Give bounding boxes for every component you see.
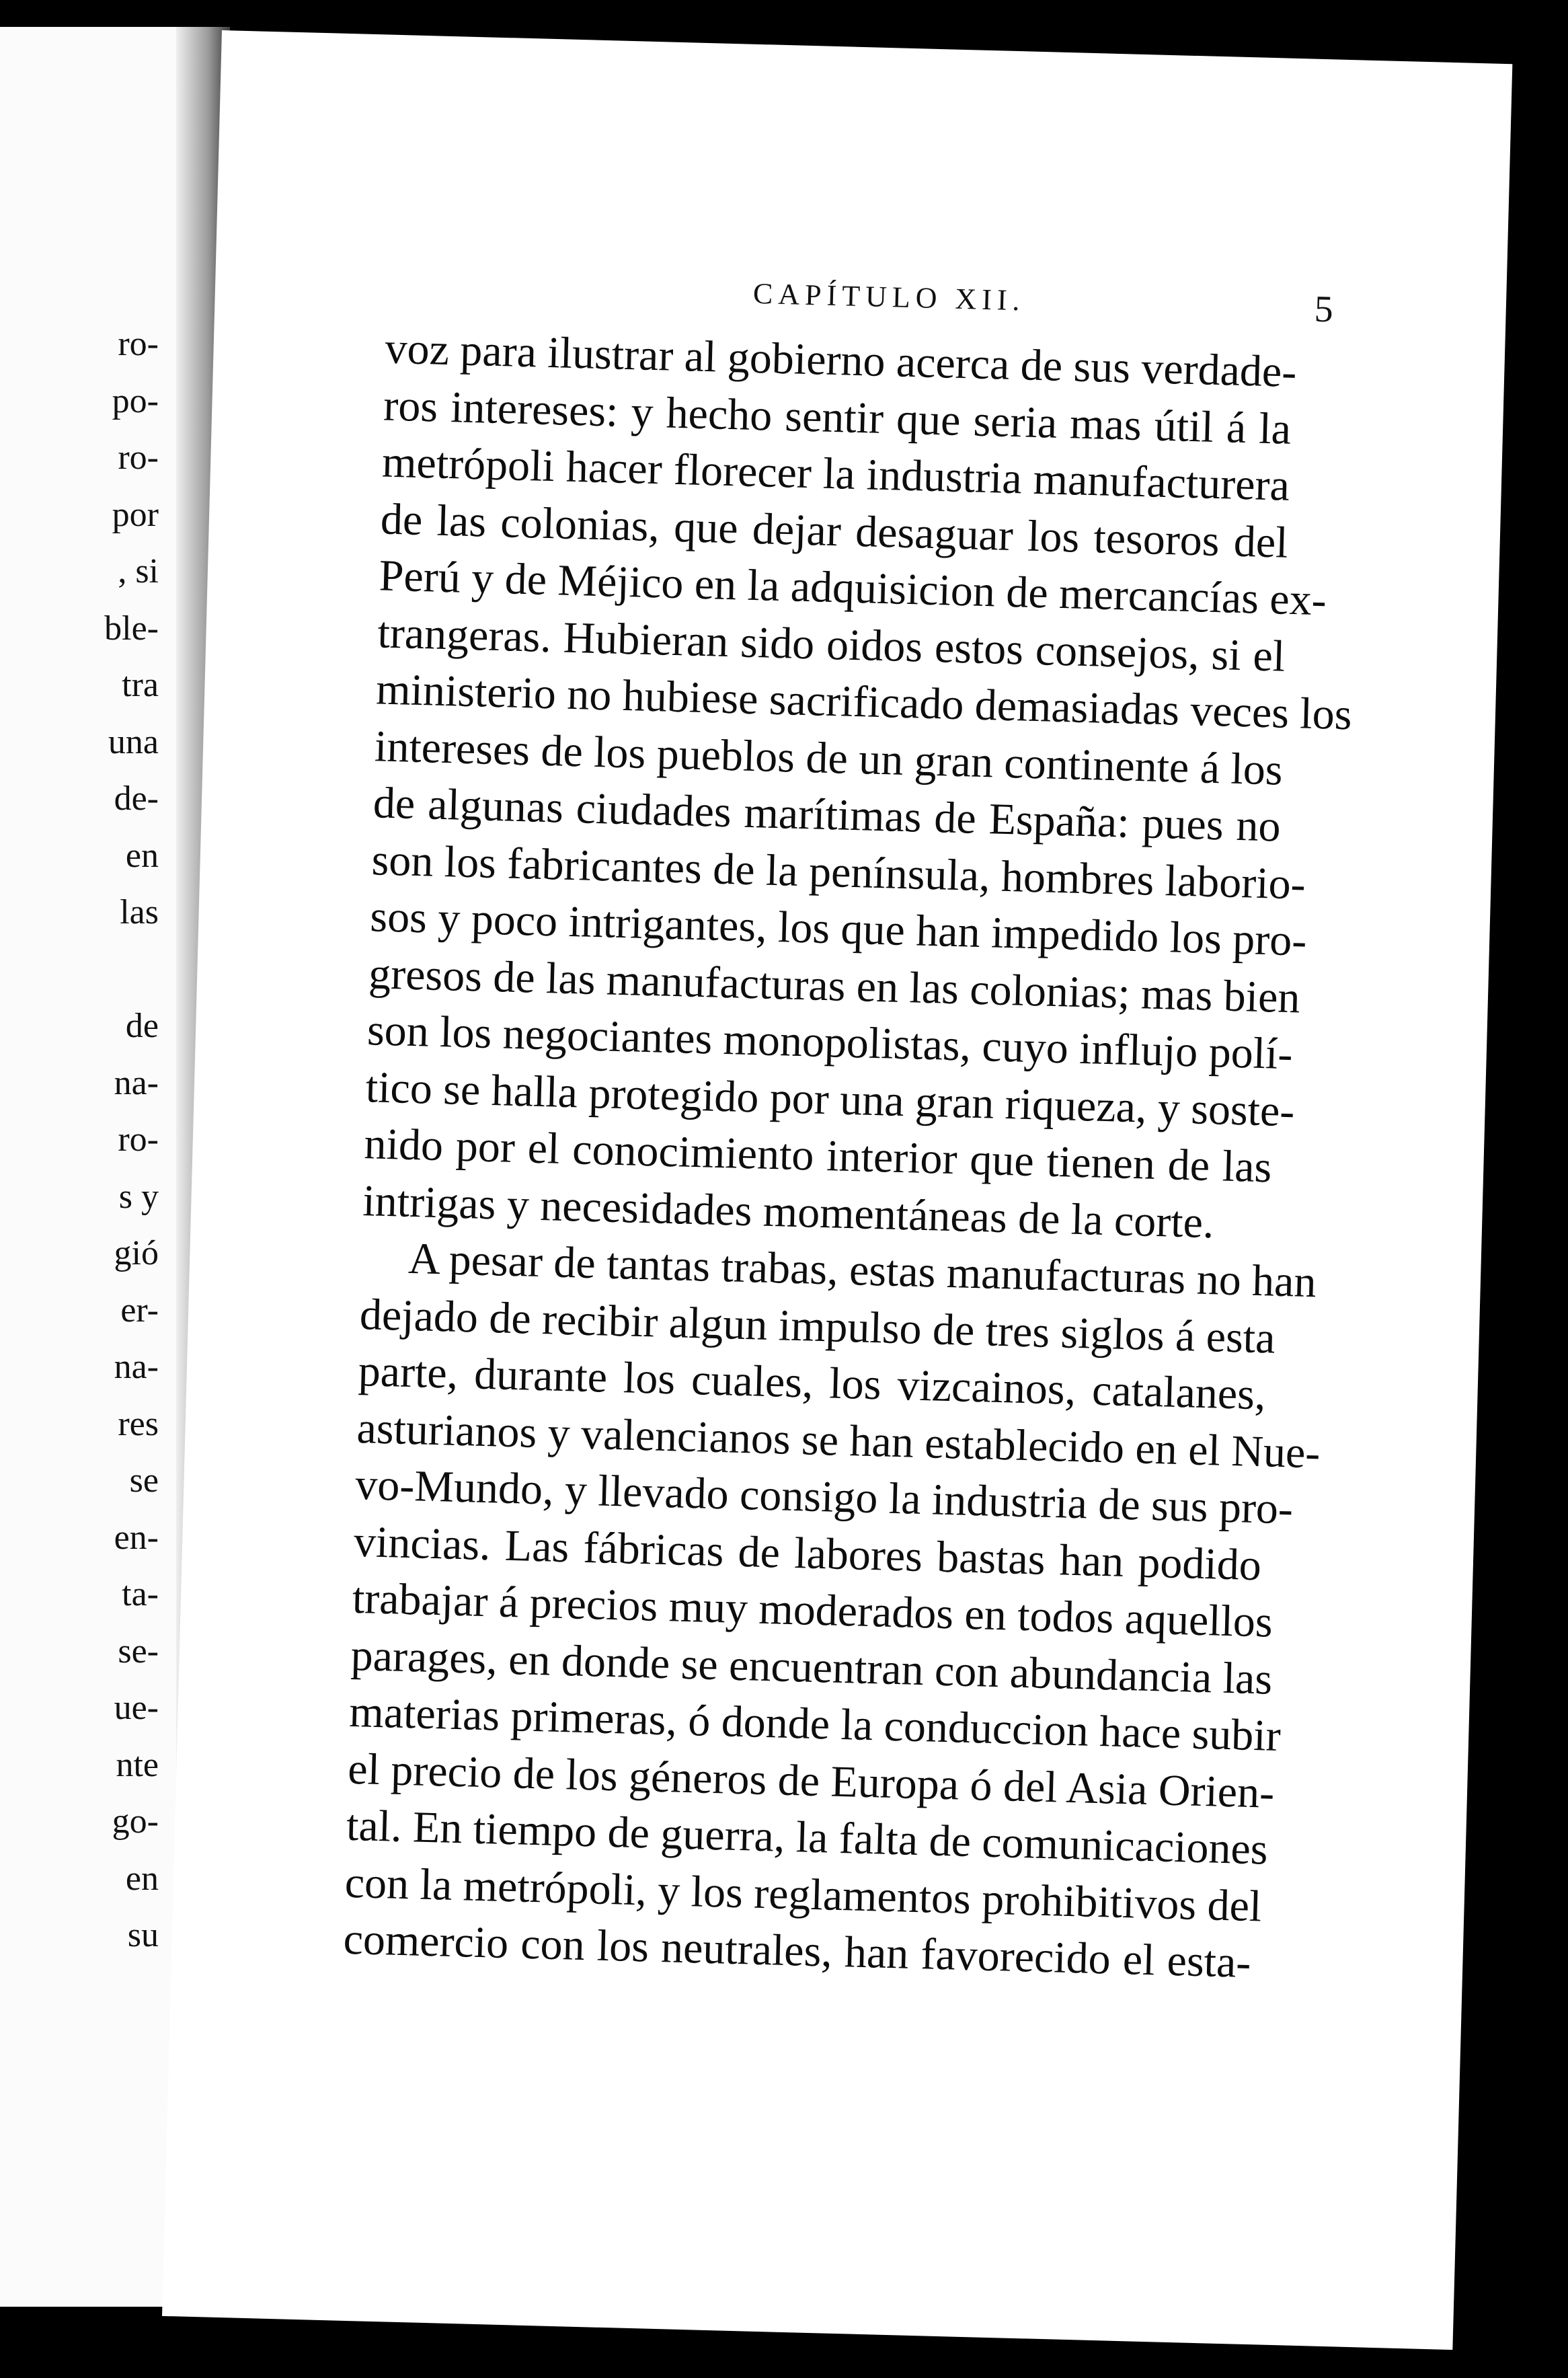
right-page [162,30,1512,2350]
left-line: go- [112,1802,159,1841]
text-line: metrópoli hacer florecer la industria manufacturera [381,437,1290,510]
left-line: por [112,495,159,534]
left-line: ro- [118,438,159,477]
left-line: en- [114,1518,159,1557]
left-line: ro- [118,325,159,363]
left-line: po- [112,381,159,420]
left-line: tra [122,666,159,704]
text-line: ros intereses: y hecho sentir que seria mas útil á la [383,380,1292,454]
text-line: el precio de los géneros de Europa ó del Asia Orien- [347,1744,1276,1818]
text-line: son los fabricantes de la península, hombres laborio- [370,835,1306,909]
page-number: 5 [1313,288,1334,331]
left-page-line-endings [0,316,168,1964]
left-page-fragment [0,27,195,2307]
text-line: tal. En tiempo de guerra, la falta de comunicaciones [346,1800,1269,1874]
running-head: CAPÍTULO XII. [752,276,1026,317]
scan-edge-shadow [1513,0,1568,2378]
text-line: sos y poco intrigantes, los que han impedido los pro- [369,892,1308,966]
text-line: trabajar á precios muy moderados en todos aquellos [352,1573,1273,1647]
text-line: de las colonias, que dejar desaguar los tesoros del [380,494,1289,568]
left-line: nte [116,1745,159,1784]
left-line: se [129,1461,159,1500]
text-line-paragraph-start: A pesar de tantas trabas, estas manufacturas no han [407,1233,1317,1307]
text-line: dejado de recibir algun impulso de tres siglos á esta [359,1289,1276,1363]
left-line: las [120,893,159,931]
left-line: s y [118,1177,159,1216]
left-line: de [125,1007,159,1045]
text-line: con la metrópoli, y los reglamentos prohibitivos del [344,1857,1263,1931]
text-line: tico se halla protegido por una gran riqueza, y soste- [364,1062,1296,1136]
body-text [342,321,1353,1992]
left-line: en [125,836,159,875]
left-line: ro- [118,1120,159,1159]
text-line: voz para ilustrar al gobierno acerca de sus verdade- [384,323,1298,397]
text-line: materias primeras, ó donde la conduccion hace subir [348,1687,1282,1761]
text-line: gresos de las manufacturas en las colonias; mas bien [368,948,1301,1022]
text-line: de algunas ciudades marítimas de España: pues no [373,778,1282,851]
text-line: ministerio no hubiese sacrificado demasiadas veces los [375,664,1353,740]
left-line: ue- [114,1689,159,1727]
text-line: comercio con los neutrales, han favorecido el esta- [342,1914,1252,1988]
left-line: en [125,1859,159,1898]
text-line: asturianos y valencianos se han establecido en el Nue- [356,1403,1321,1478]
left-line: se- [118,1632,159,1671]
left-line: gió [114,1234,159,1272]
left-line: su [127,1916,159,1954]
left-line: er- [120,1291,159,1330]
left-line: na- [114,1348,159,1386]
left-line: ble- [104,609,159,648]
text-line: intrigas y necesidades momentáneas de la corte. [362,1176,1215,1248]
left-line: res [118,1404,159,1443]
left-line: de- [114,779,159,818]
text-line: parte, durante los cuales, los vizcainos, catalanes, [357,1346,1267,1420]
text-line: nido por el conocimiento interior que tienen de las [363,1119,1273,1192]
left-line: , si [118,552,159,590]
text-line: vincias. Las fábricas de labores bastas han podido [353,1517,1262,1590]
text-line: vo-Mundo, y llevado consigo la industria de sus pro- [354,1459,1294,1534]
right-page-content [162,30,1512,2350]
text-line: intereses de los pueblos de un gran continente á los [374,721,1284,795]
text-line: Perú y de Méjico en la adquisicion de mercancías ex- [378,551,1327,625]
left-line: na- [114,1063,159,1102]
text-line: trangeras. Hubieran sido oidos estos consejos, si el [377,607,1286,681]
text-line: parages, en donde se encuentran con abundancia las [350,1630,1273,1704]
left-line-gap [0,942,168,999]
left-line: una [108,722,159,761]
left-line: ta- [122,1575,159,1613]
text-line: son los negociantes monopolistas, cuyo influjo polí- [366,1005,1294,1079]
